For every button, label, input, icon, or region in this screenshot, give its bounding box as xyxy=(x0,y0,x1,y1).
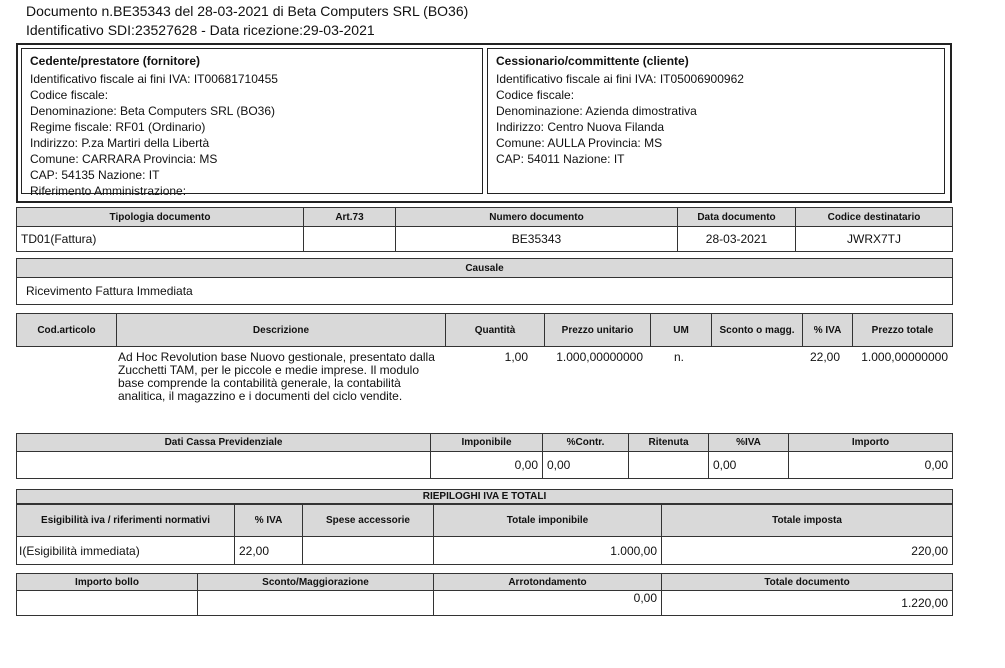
cedente-line: Regime fiscale: RF01 (Ordinario) xyxy=(30,120,206,134)
col-prezzo-totale: Prezzo totale xyxy=(853,314,953,347)
perc-iva-value: 22,00 xyxy=(235,537,303,565)
ritenuta-value xyxy=(629,452,709,479)
col-arrotondamento: Arrotondamento xyxy=(434,574,662,591)
cedente-line: CAP: 54135 Nazione: IT xyxy=(30,168,160,182)
data-value: 28-03-2021 xyxy=(678,227,796,252)
col-imponibile: Imponibile xyxy=(431,434,543,452)
cedente-box xyxy=(21,48,483,198)
codice-destinatario-value: JWRX7TJ xyxy=(796,227,953,252)
iva-cassa-value: 0,00 xyxy=(709,452,789,479)
header-line-1: Documento n.BE35343 del 28-03-2021 di Beta Computers SRL (BO36) xyxy=(26,3,469,19)
cessionario-title: Cessionario/committente (cliente) xyxy=(496,54,689,68)
col-sconto-maggiorazione: Sconto/Maggiorazione xyxy=(198,574,434,591)
col-importo: Importo xyxy=(789,434,953,452)
riepilogo-title: RIEPILOGHI IVA E TOTALI xyxy=(17,490,953,504)
col-cod-articolo: Cod.articolo xyxy=(17,314,117,347)
cassa-table xyxy=(16,433,953,479)
cedente-title: Cedente/prestatore (fornitore) xyxy=(30,54,201,68)
contr-value: 0,00 xyxy=(543,452,629,479)
col-esigibilita: Esigibilità iva / riferimenti normativi xyxy=(17,505,235,537)
spese-accessorie-value xyxy=(303,537,434,565)
item-um: n. xyxy=(674,350,685,364)
col-totale-imposta: Totale imposta xyxy=(662,505,953,537)
header-line-2: Identificativo SDI:23527628 - Data ricezione:29-03-2021 xyxy=(26,22,375,38)
totali-table xyxy=(16,573,953,616)
cessionario-box xyxy=(487,48,945,194)
totale-imposta-value: 220,00 xyxy=(662,537,953,565)
col-descrizione: Descrizione xyxy=(117,314,446,347)
col-perc-iva: % IVA xyxy=(235,505,303,537)
col-data: Data documento xyxy=(678,208,796,227)
col-dati-cassa: Dati Cassa Previdenziale xyxy=(17,434,431,452)
document-info-table xyxy=(16,207,953,252)
sconto-maggiorazione-value xyxy=(198,591,434,616)
cedente-line: Riferimento Amministrazione: xyxy=(30,184,187,198)
col-tipologia: Tipologia documento xyxy=(17,208,304,227)
tipologia-value: TD01(Fattura) xyxy=(17,227,304,252)
imponibile-value: 0,00 xyxy=(431,452,543,479)
art73-value xyxy=(304,227,396,252)
causale-table xyxy=(16,258,953,305)
parties-frame xyxy=(16,43,952,203)
col-importo-bollo: Importo bollo xyxy=(17,574,198,591)
item-qty: 1,00 xyxy=(504,350,528,364)
esigibilita-value: I(Esigibilità immediata) xyxy=(17,537,235,565)
item-vat: 22,00 xyxy=(809,350,840,364)
riepilogo-table xyxy=(16,504,953,565)
item-total: 1.000,00000000 xyxy=(861,350,948,364)
cedente-line: Codice fiscale: xyxy=(30,88,109,102)
cedente-line: Indirizzo: P.za Martiri della Libertà xyxy=(30,136,210,150)
cessionario-line: CAP: 54011 Nazione: IT xyxy=(496,152,625,166)
items-table-header xyxy=(16,313,953,347)
col-quantita: Quantità xyxy=(446,314,545,347)
col-ritenuta: Ritenuta xyxy=(629,434,709,452)
cedente-line: Identificativo fiscale ai fini IVA: IT00681710455 xyxy=(30,72,278,86)
col-codice-destinatario: Codice destinatario xyxy=(796,208,953,227)
dati-cassa-value xyxy=(17,452,431,479)
causale-value: Ricevimento Fattura Immediata xyxy=(17,278,953,305)
riepilogo-title-table xyxy=(16,489,953,504)
col-sconto: Sconto o magg. xyxy=(712,314,803,347)
item-description: Ad Hoc Revolution base Nuovo gestionale, presentato dalla Zucchetti TAM, per le piccole e medie imprese. Il modulo base comprende la contabilità generale, la contabilità analitica, il magazzino e i documenti del ciclo vendite. xyxy=(118,350,435,403)
cedente-line: Denominazione: Beta Computers SRL (BO36) xyxy=(30,104,276,118)
col-spese-accessorie: Spese accessorie xyxy=(303,505,434,537)
col-um: UM xyxy=(651,314,712,347)
col-contr: %Contr. xyxy=(543,434,629,452)
totale-imponibile-value: 1.000,00 xyxy=(434,537,662,565)
causale-header: Causale xyxy=(17,259,953,278)
cessionario-line: Indirizzo: Centro Nuova Filanda xyxy=(496,120,665,134)
item-unit-price: 1.000,00000000 xyxy=(556,350,643,364)
col-art73: Art.73 xyxy=(304,208,396,227)
col-prezzo-unitario: Prezzo unitario xyxy=(545,314,651,347)
col-totale-imponibile: Totale imponibile xyxy=(434,505,662,537)
cessionario-line: Identificativo fiscale ai fini IVA: IT05006900962 xyxy=(496,72,744,86)
numero-value: BE35343 xyxy=(396,227,678,252)
arrotondamento-value: 0,00 xyxy=(434,591,662,616)
col-numero: Numero documento xyxy=(396,208,678,227)
col-iva: % IVA xyxy=(803,314,853,347)
col-totale-documento: Totale documento xyxy=(662,574,953,591)
totale-documento-value: 1.220,00 xyxy=(662,591,953,616)
cessionario-line: Comune: AULLA Provincia: MS xyxy=(496,136,663,150)
cessionario-line: Denominazione: Azienda dimostrativa xyxy=(496,104,697,118)
importo-value: 0,00 xyxy=(789,452,953,479)
cessionario-line: Codice fiscale: xyxy=(496,88,575,102)
cedente-line: Comune: CARRARA Provincia: MS xyxy=(30,152,218,166)
importo-bollo-value xyxy=(17,591,198,616)
col-iva-cassa: %IVA xyxy=(709,434,789,452)
